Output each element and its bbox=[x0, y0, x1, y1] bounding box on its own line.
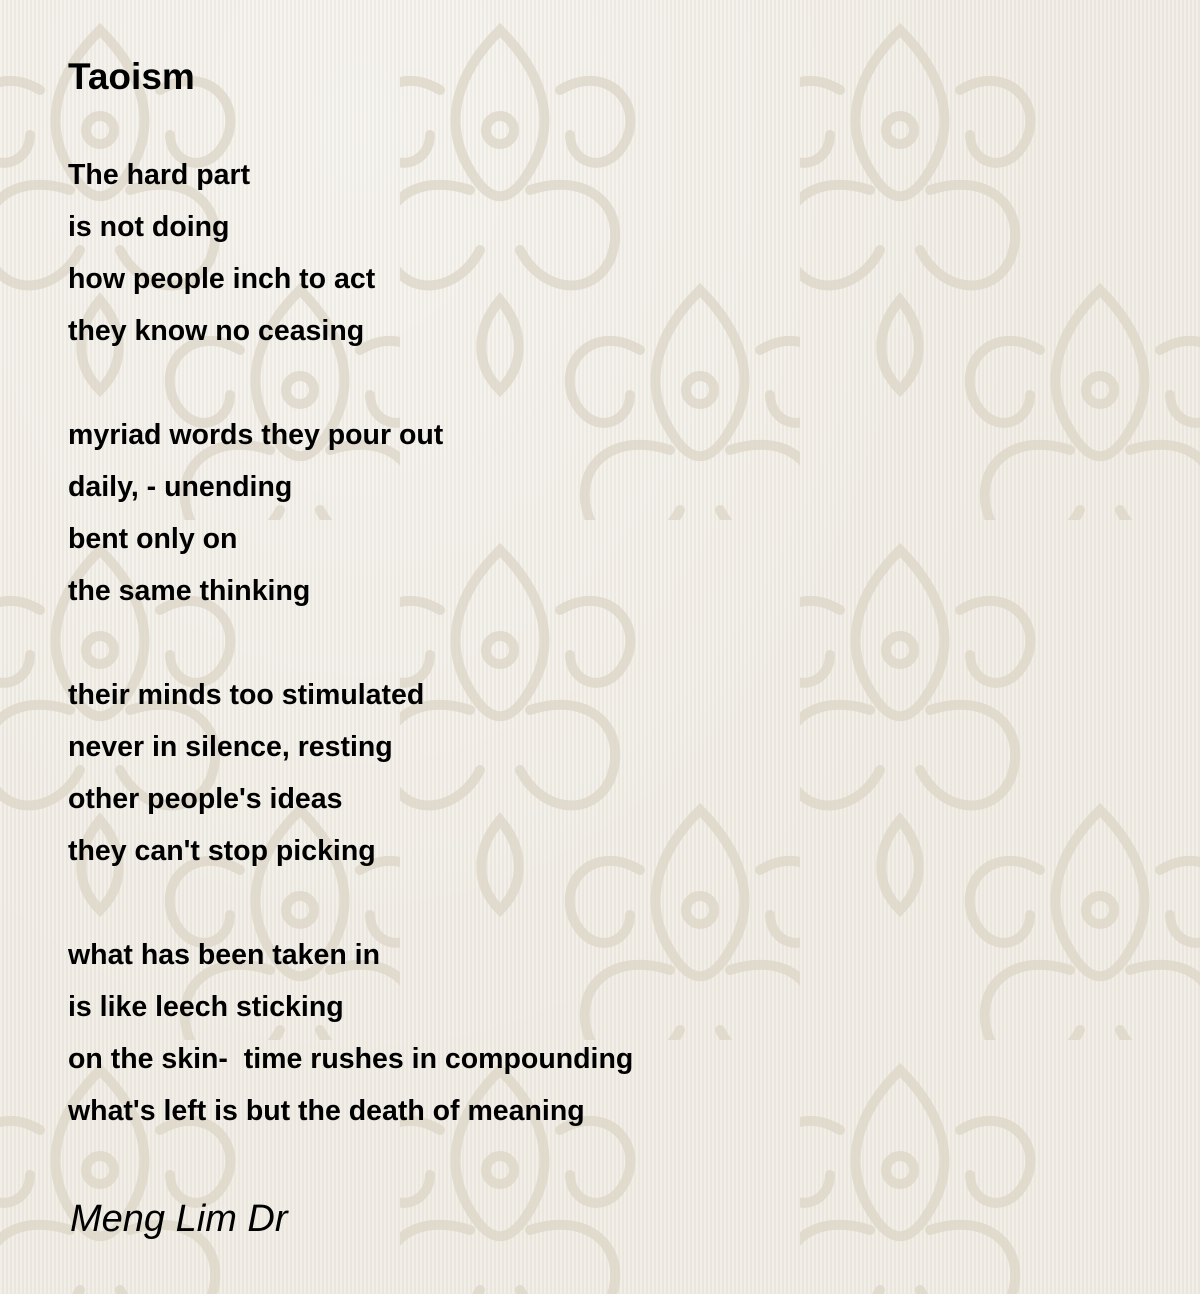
poem-title: Taoism bbox=[68, 56, 195, 97]
poem-line: bent only on bbox=[68, 523, 238, 555]
poem-line: on the skin- time rushes in compounding bbox=[68, 1043, 634, 1075]
poem-stanza-1 bbox=[68, 149, 375, 357]
poem-author: Meng Lim Dr bbox=[70, 1198, 288, 1240]
poem-line: myriad words they pour out bbox=[68, 419, 444, 451]
poem-line: is like leech sticking bbox=[68, 991, 344, 1023]
poem-stanza-3 bbox=[68, 669, 424, 877]
poem-line: what has been taken in bbox=[68, 939, 380, 971]
poem-line: what's left is but the death of meaning bbox=[68, 1095, 585, 1127]
poem-line: other people's ideas bbox=[68, 783, 343, 815]
poem-line: how people inch to act bbox=[68, 263, 376, 295]
poem-stanza-4 bbox=[68, 929, 633, 1137]
poem-line: never in silence, resting bbox=[68, 731, 393, 763]
poem-line: the same thinking bbox=[68, 575, 311, 607]
poem-line: their minds too stimulated bbox=[68, 679, 425, 711]
poem-line: is not doing bbox=[68, 211, 230, 243]
poem-line: they know no ceasing bbox=[68, 315, 365, 347]
poem-stanza-2 bbox=[68, 409, 443, 617]
poem-line: they can't stop picking bbox=[68, 835, 376, 867]
poem-line: daily, - unending bbox=[68, 471, 293, 503]
poem-line: The hard part bbox=[68, 159, 251, 191]
